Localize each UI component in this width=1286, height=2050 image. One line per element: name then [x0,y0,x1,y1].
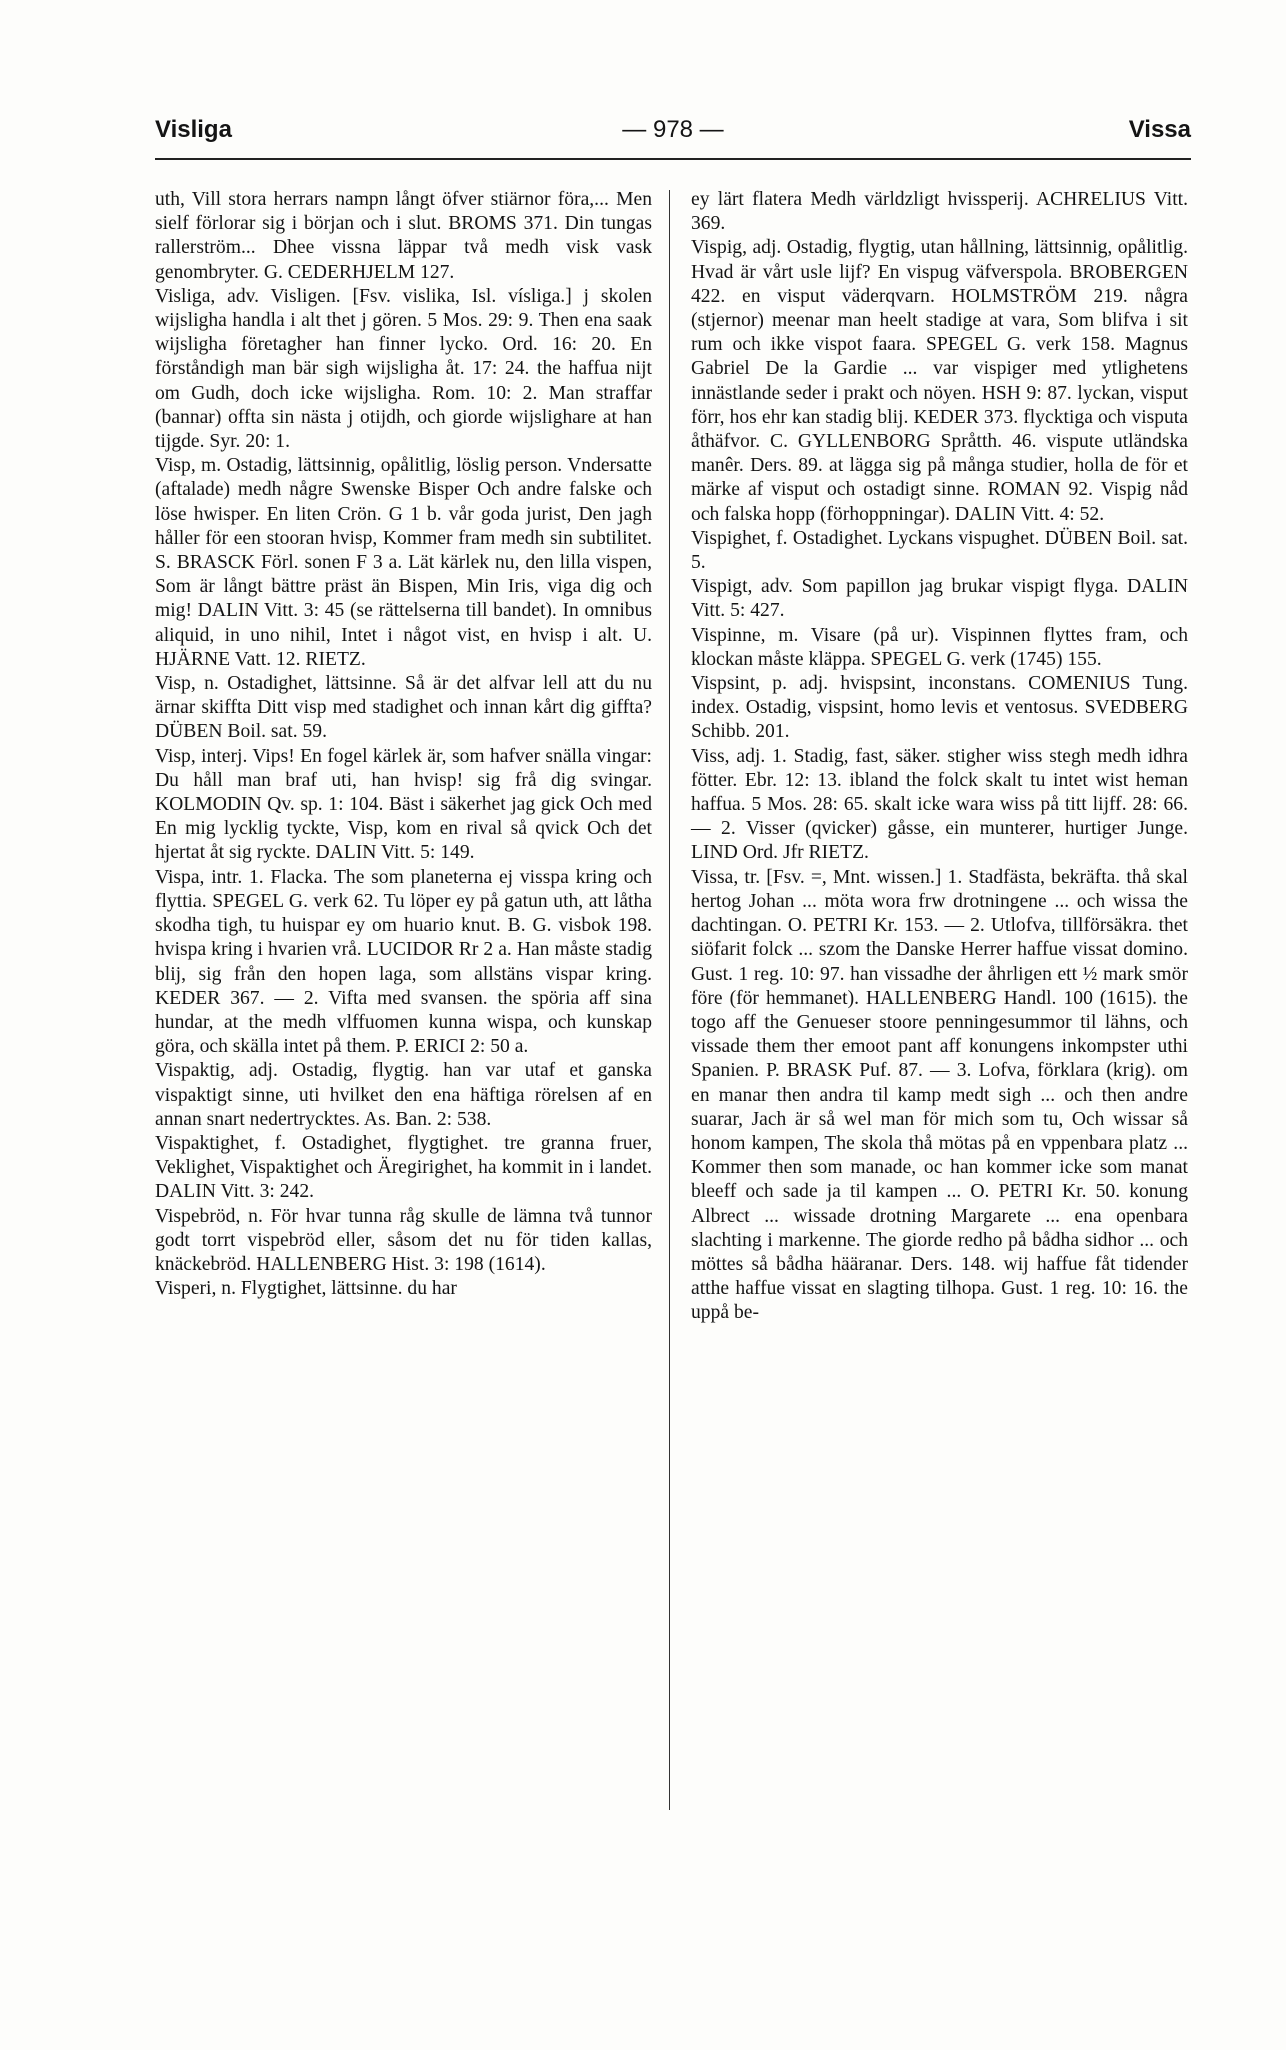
right-column [691,188,1188,1326]
entry-vispinne: Vispinne, m. Visare (på ur). Vispinnen flyttes fram, och klockan måste kläppa. SPEGEL G. verk (1745) 155. [691,624,1188,670]
entry-vispa: Vispa, intr. 1. Flacka. The som planeterna ej visspa kring och flyttia. SPEGEL G. verk 62. Tu löper ey på gatun uth, att låtha skodha tigh, tu huispar ey om huario knut. B. G. visbok 198. hvispa kring i hvarien vrå. LUCIDOR Rr 2 a. Han måste stadig blij, sig från den hopen laga, som allstäns vispar kring. KEDER 367. — 2. Vifta med svansen. the spöria aff sina hundar, at the medh vlffuomen kunna wispa, och kunskap göra, och skälla intet på them. P. ERICI 2: 50 a. [155,866,652,1058]
entry-visp-m: Visp, m. Ostadig, lättsinnig, opålitlig, löslig person. Vndersatte (aftalade) medh någre Swenske Bisper Och andre falske och löse hwisper. En liten Crön. G 1 b. vår goda jurist, Den jagh håller för een stooran hvisp, Kommer fram medh sin subtilitet. S. BRASCK Förl. sonen F 3 a. Lät kärlek nu, den lilla vispen, Som är långt bättre präst än Bispen, Min Iris, viga dig och mig! DALIN Vitt. 3: 45 (se rättelserna till bandet). In omnibus aliquid, in uno nihil, Intet i något vist, en hvisp i alt. U. HJÄRNE Vatt. 12. RIETZ. [155,455,652,670]
entry-vispaktig: Vispaktig, adj. Ostadig, flygtig. han var utaf et ganska vispaktigt sinne, uti hvilket den ena häftiga rörelsen af en annan snart nedertrycktes. As. Ban. 2: 538. [155,1060,652,1130]
entry-visliga: Visliga, adv. Visligen. [Fsv. vislika, Isl. vísliga.] j skolen wijsligha handla i alt thet j gören. 5 Mos. 29: 9. Then ena saak wijsligha företagher han finner lycko. Ord. 16: 20. En förståndigh man bär sigh wijsligha åt. 17: 24. the haffua nijt om Gudh, doch icke wijsligha. Rom. 10: 2. Man straffar (bannar) offta sin nästa j otijdh, och giorde wijslighare at han tijgde. Syr. 20: 1. [155,285,652,453]
entry-visperi: Visperi, n. Flygtighet, lättsinne. du har [155,1278,457,1300]
entry-vissa: Vissa, tr. [Fsv. =, Mnt. wissen.] 1. Stadfästa, bekräfta. thå skal hertog Johan ... möta wora frw drotningene ... och wissa the dachtingan. O. PETRI Kr. 153. — 2. Utlofva, tillförsäkra. thet siöfarit folck ... szom the Danske Herrer haffue vissat domino. Gust. 1 reg. 10: 97. han vissadhe der åhrligen ett ½ mark smör före (för hemmanet). HALLENBERG Handl. 100 (1615). the togo aff the Genueser stoore penningesummor til lähns, och vissade them ther emoot pant aff konungens inkompster uthi Spanien. P. BRASK Puf. 87. — 3. Lofva, förklara (krig). om en manar then andra til kamp medt sigh ... och then andre suarar, Jach är så wel man för mich som tu, Och wissar så honom kampen, The skola thå mötas på en vppenbara platz ... Kommer then som manade, oc han kommer icke som manat bleeff och sade ja til kampen ... O. PETRI Kr. 50. konung Albrect ... wissade drotning Margarete ... ena openbara slachting i markenne. The giorde redho på bådha sidhor ... och möttes så bådha hääranar. Ders. 148. wij haffue fåt tidender atthe haffue vissat en slagting tilhopa. Gust. 1 reg. 10: 16. the uppå be- [691,866,1188,1324]
entry-visp-n: Visp, n. Ostadighet, lättsinne. Så är det alfvar lell att du nu ärnar skiffta Ditt visp med stadighet och innan kårt dig giffta? DÜBEN Boil. sat. 59. [155,673,652,743]
running-header [155,116,1191,156]
left-guide-word: Visliga [155,116,232,143]
entry-visp-interj: Visp, interj. Vips! En fogel kärlek är, som hafver snälla vingar: Du håll man braf uti, han hvisp! sig frå dig svingar. KOLMODIN Qv. sp. 1: 104. Bäst i säkerhet jag gick Och med En mig lycklig tyckte, Visp, kom en rival så qvick Och det hjertat åt sig ryckte. DALIN Vitt. 5: 149. [155,745,652,864]
entry-continuation: ey lärt flatera Medh världzligt hvissperij. ACHRELIUS Vitt. 369. [691,189,1188,235]
entry-continuation: uth, Vill stora herrars nampn långt öfver stiärnor föra,... Men sielf förlorar sig i början och i slut. BROMS 371. Din tungas rallerström... Dhee vissna läppar två medh visk vask genombryter. G. CEDERHJELM 127. [155,189,652,283]
page-number: — 978 — [622,116,724,143]
right-guide-word: Vissa [1128,116,1191,143]
entry-viss: Viss, adj. 1. Stadig, fast, säker. stigher wiss stegh medh idhra fötter. Ebr. 12: 13. ibland the folck skalt tu intet wist heman haffua. 5 Mos. 28: 65. skalt icke wara wiss på titt lijff. 28: 66. — 2. Visser (qvicker) gåsse, ein munterer, hurtiger Junge. LIND Ord. Jfr RIETZ. [691,745,1188,864]
entry-vispig: Vispig, adj. Ostadig, flygtig, utan hållning, lättsinnig, opålitlig. Hvad är vårt usle lijf? En vispug väfverspola. BROBERGEN 422. en visput väderqvarn. HOLMSTRÖM 219. några (stjernor) meenar man heelt stadige at vara, Som blifva i sit rum och ikke vispot faara. SPEGEL G. verk 158. Magnus Gabriel De la Gardie ... var vispiger med ytlighetens innästlande seder i prakt och nöyen. HSH 9: 87. lyckan, visput förr, hos ehr kan stadig blij. KEDER 373. flycktiga och visputa åthäfvor. C. GYLLENBORG Språtth. 46. vispute utländska manêr. Ders. 89. at lägga sig på många studier, holla de för et märke af visput och ostadigt sinne. ROMAN 92. Vispig nåd och falska hopp (förhoppningar). DALIN Vitt. 4: 52. [691,237,1188,525]
column-divider [669,190,670,1810]
entry-vispigt: Vispigt, adv. Som papillon jag brukar vispigt flyga. DALIN Vitt. 5: 427. [691,576,1188,622]
entry-vispebrod: Vispebröd, n. För hvar tunna råg skulle de lämna två tunnor godt torrt vispebröd eller, såsom det nu för tiden kallas, knäckebröd. HALLENBERG Hist. 3: 198 (1614). [155,1205,652,1275]
left-column [155,188,652,1301]
entry-vispaktighet: Vispaktighet, f. Ostadighet, flygtighet. tre granna fruer, Veklighet, Vispaktighet och Äregirighet, ha kommit in i landet. DALIN Vitt. 3: 242. [155,1132,652,1203]
entry-vispsint: Vispsint, p. adj. hvispsint, inconstans. COMENIUS Tung. index. Ostadig, vispsint, homo levis et ventosus. SVEDBERG Schibb. 201. [691,673,1188,743]
entry-vispighet: Vispighet, f. Ostadighet. Lyckans vispughet. DÜBEN Boil. sat. 5. [691,527,1188,574]
header-rule [155,158,1191,160]
